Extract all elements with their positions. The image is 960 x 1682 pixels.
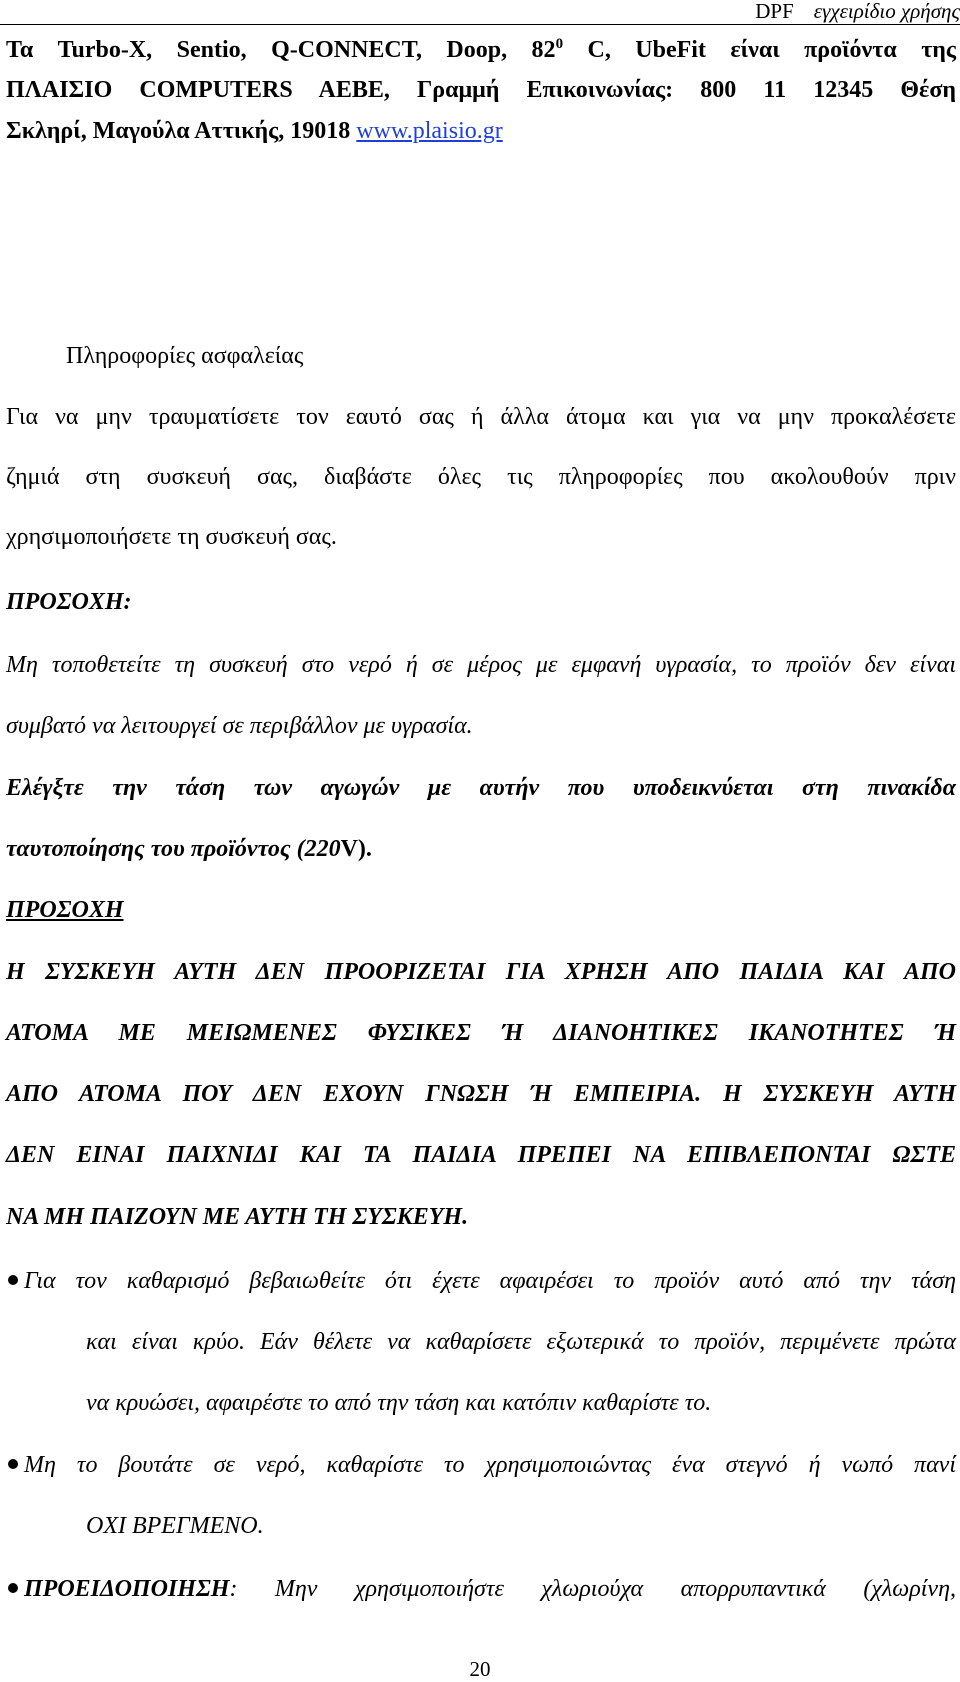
safety-paragraph-line-2: ζημιά στη συσκευή σας, διαβάστε όλες τις πληροφορίες που ακολουθούν πριν bbox=[6, 464, 956, 490]
bullet-icon bbox=[8, 1583, 18, 1593]
caution-line-1: Μη τοποθετείτε τη συσκευή στο νερό ή σε μέρος με εμφανή υγρασία, το προϊόν δεν είναι bbox=[6, 652, 956, 678]
warning-label: ΠΡΟΣΟΧΗ bbox=[6, 897, 124, 923]
bullet-item-water bbox=[6, 1451, 956, 1479]
bullet-item-warning-text: : Μην χρησιμοποιήστε χλωριούχα απορρυπαντικά (χλωρίνη, bbox=[229, 1576, 956, 1602]
intro-line-3 bbox=[6, 117, 503, 145]
warning-line-1: Η ΣΥΣΚΕΥΗ ΑΥΤΗ ΔΕΝ ΠΡΟΟΡΙΖΕΤΑΙ ΓΙΑ ΧΡΗΣΗ ΑΠΟ ΠΑΙΔΙΑ ΚΑΙ ΑΠΟ bbox=[6, 959, 956, 985]
page-number: 20 bbox=[469, 1657, 491, 1681]
intro-line-1 bbox=[6, 36, 956, 64]
voltage-line-2 bbox=[6, 835, 372, 863]
website-link[interactable]: www.plaisio.gr bbox=[356, 118, 503, 144]
bullet-item-cleaning-line-2: και είναι κρύο. Εάν θέλετε να καθαρίσετε εξωτερικά το προϊόν, περιμένετε πρώτα bbox=[86, 1329, 956, 1355]
warning-line-5: ΝΑ ΜΗ ΠΑΙΖΟΥΝ ΜΕ ΑΥΤΗ ΤΗ ΣΥΣΚΕΥΗ. bbox=[6, 1204, 469, 1230]
bullet-item-warning-label: ΠΡΟΕΙΔΟΠΟΙΗΣΗ bbox=[24, 1576, 230, 1602]
bullet-item-water-line-1: Μη το βουτάτε σε νερό, καθαρίστε το χρησιμοποιώντας ένα στεγνό ή νωπό πανί bbox=[24, 1452, 956, 1478]
caution-label: ΠΡΟΣΟΧΗ: bbox=[6, 589, 132, 615]
voltage-line-2-italic: ταυτοποίησης του προϊόντος (220 bbox=[6, 836, 341, 862]
warning-line-2: ΑΤΟΜΑ ΜΕ ΜΕΙΩΜΕΝΕΣ ΦΥΣΙΚΕΣ Ή ΔΙΑΝΟΗΤΙΚΕΣ ΙΚΑΝΟΤΗΤΕΣ Ή bbox=[6, 1020, 956, 1046]
header-brand: DPF bbox=[755, 0, 794, 23]
degree-superscript: 0 bbox=[555, 36, 564, 52]
intro-line-1-text-b: C, UbeFit είναι προϊόντα της bbox=[563, 37, 957, 63]
warning-line-4: ΔΕΝ ΕΙΝΑΙ ΠΑΙΧΝΙΔΙ ΚΑΙ ΤΑ ΠΑΙΔΙΑ ΠΡΕΠΕΙ ΝΑ ΕΠΙΒΛΕΠΟΝΤΑΙ ΩΣΤΕ bbox=[6, 1142, 956, 1168]
bullet-icon bbox=[8, 1459, 18, 1469]
bullet-item-cleaning bbox=[6, 1267, 956, 1295]
header-divider bbox=[0, 24, 960, 25]
intro-line-2: ΠΛΑΙΣΙΟ COMPUTERS AEBE, Γραμμή Επικοινωνίας: 800 11 12345 Θέση bbox=[6, 77, 956, 103]
bullet-item-cleaning-line-3: να κρυώσει, αφαιρέστε το από την τάση και κατόπιν καθαρίστε το. bbox=[86, 1390, 712, 1416]
voltage-line-2-unit: V). bbox=[340, 836, 372, 862]
safety-paragraph-line-3: χρησιμοποιήσετε τη συσκευή σας. bbox=[6, 524, 337, 550]
safety-heading: Πληροφορίες ασφαλείας bbox=[66, 343, 304, 369]
bullet-icon bbox=[8, 1275, 18, 1285]
warning-line-3: ΑΠΟ ΑΤΟΜΑ ΠΟΥ ΔΕΝ ΕΧΟΥΝ ΓΝΩΣΗ Ή ΕΜΠΕΙΡΙΑ. Η ΣΥΣΚΕΥΗ ΑΥΤΗ bbox=[6, 1081, 956, 1107]
voltage-line-1: Ελέγξτε την τάση των αγωγών με αυτήν που υποδεικνύεται στη πινακίδα bbox=[6, 775, 956, 801]
caution-line-2: συμβατό να λειτουργεί σε περιβάλλον με υγρασία. bbox=[6, 713, 473, 739]
bullet-item-cleaning-line-1: Για τον καθαρισμό βεβαιωθείτε ότι έχετε αφαιρέσει το προϊόν αυτό από την τάση bbox=[24, 1268, 956, 1294]
safety-paragraph-line-1: Για να μην τραυματίσετε τον εαυτό σας ή άλλα άτομα και για να μην προκαλέσετε bbox=[6, 404, 956, 430]
header-title: εγχειρίδιο χρήσης bbox=[813, 0, 960, 23]
intro-line-1-text-a: Τα Turbo-X, Sentio, Q-CONNECT, Doop, 82 bbox=[6, 37, 556, 63]
running-header bbox=[755, 0, 960, 22]
bullet-item-water-line-2: ΟΧΙ ΒΡΕΓΜΕΝΟ. bbox=[86, 1513, 264, 1539]
bullet-item-warning bbox=[6, 1575, 956, 1603]
intro-address: Σκληρί, Μαγούλα Αττικής, 19018 bbox=[6, 118, 357, 144]
